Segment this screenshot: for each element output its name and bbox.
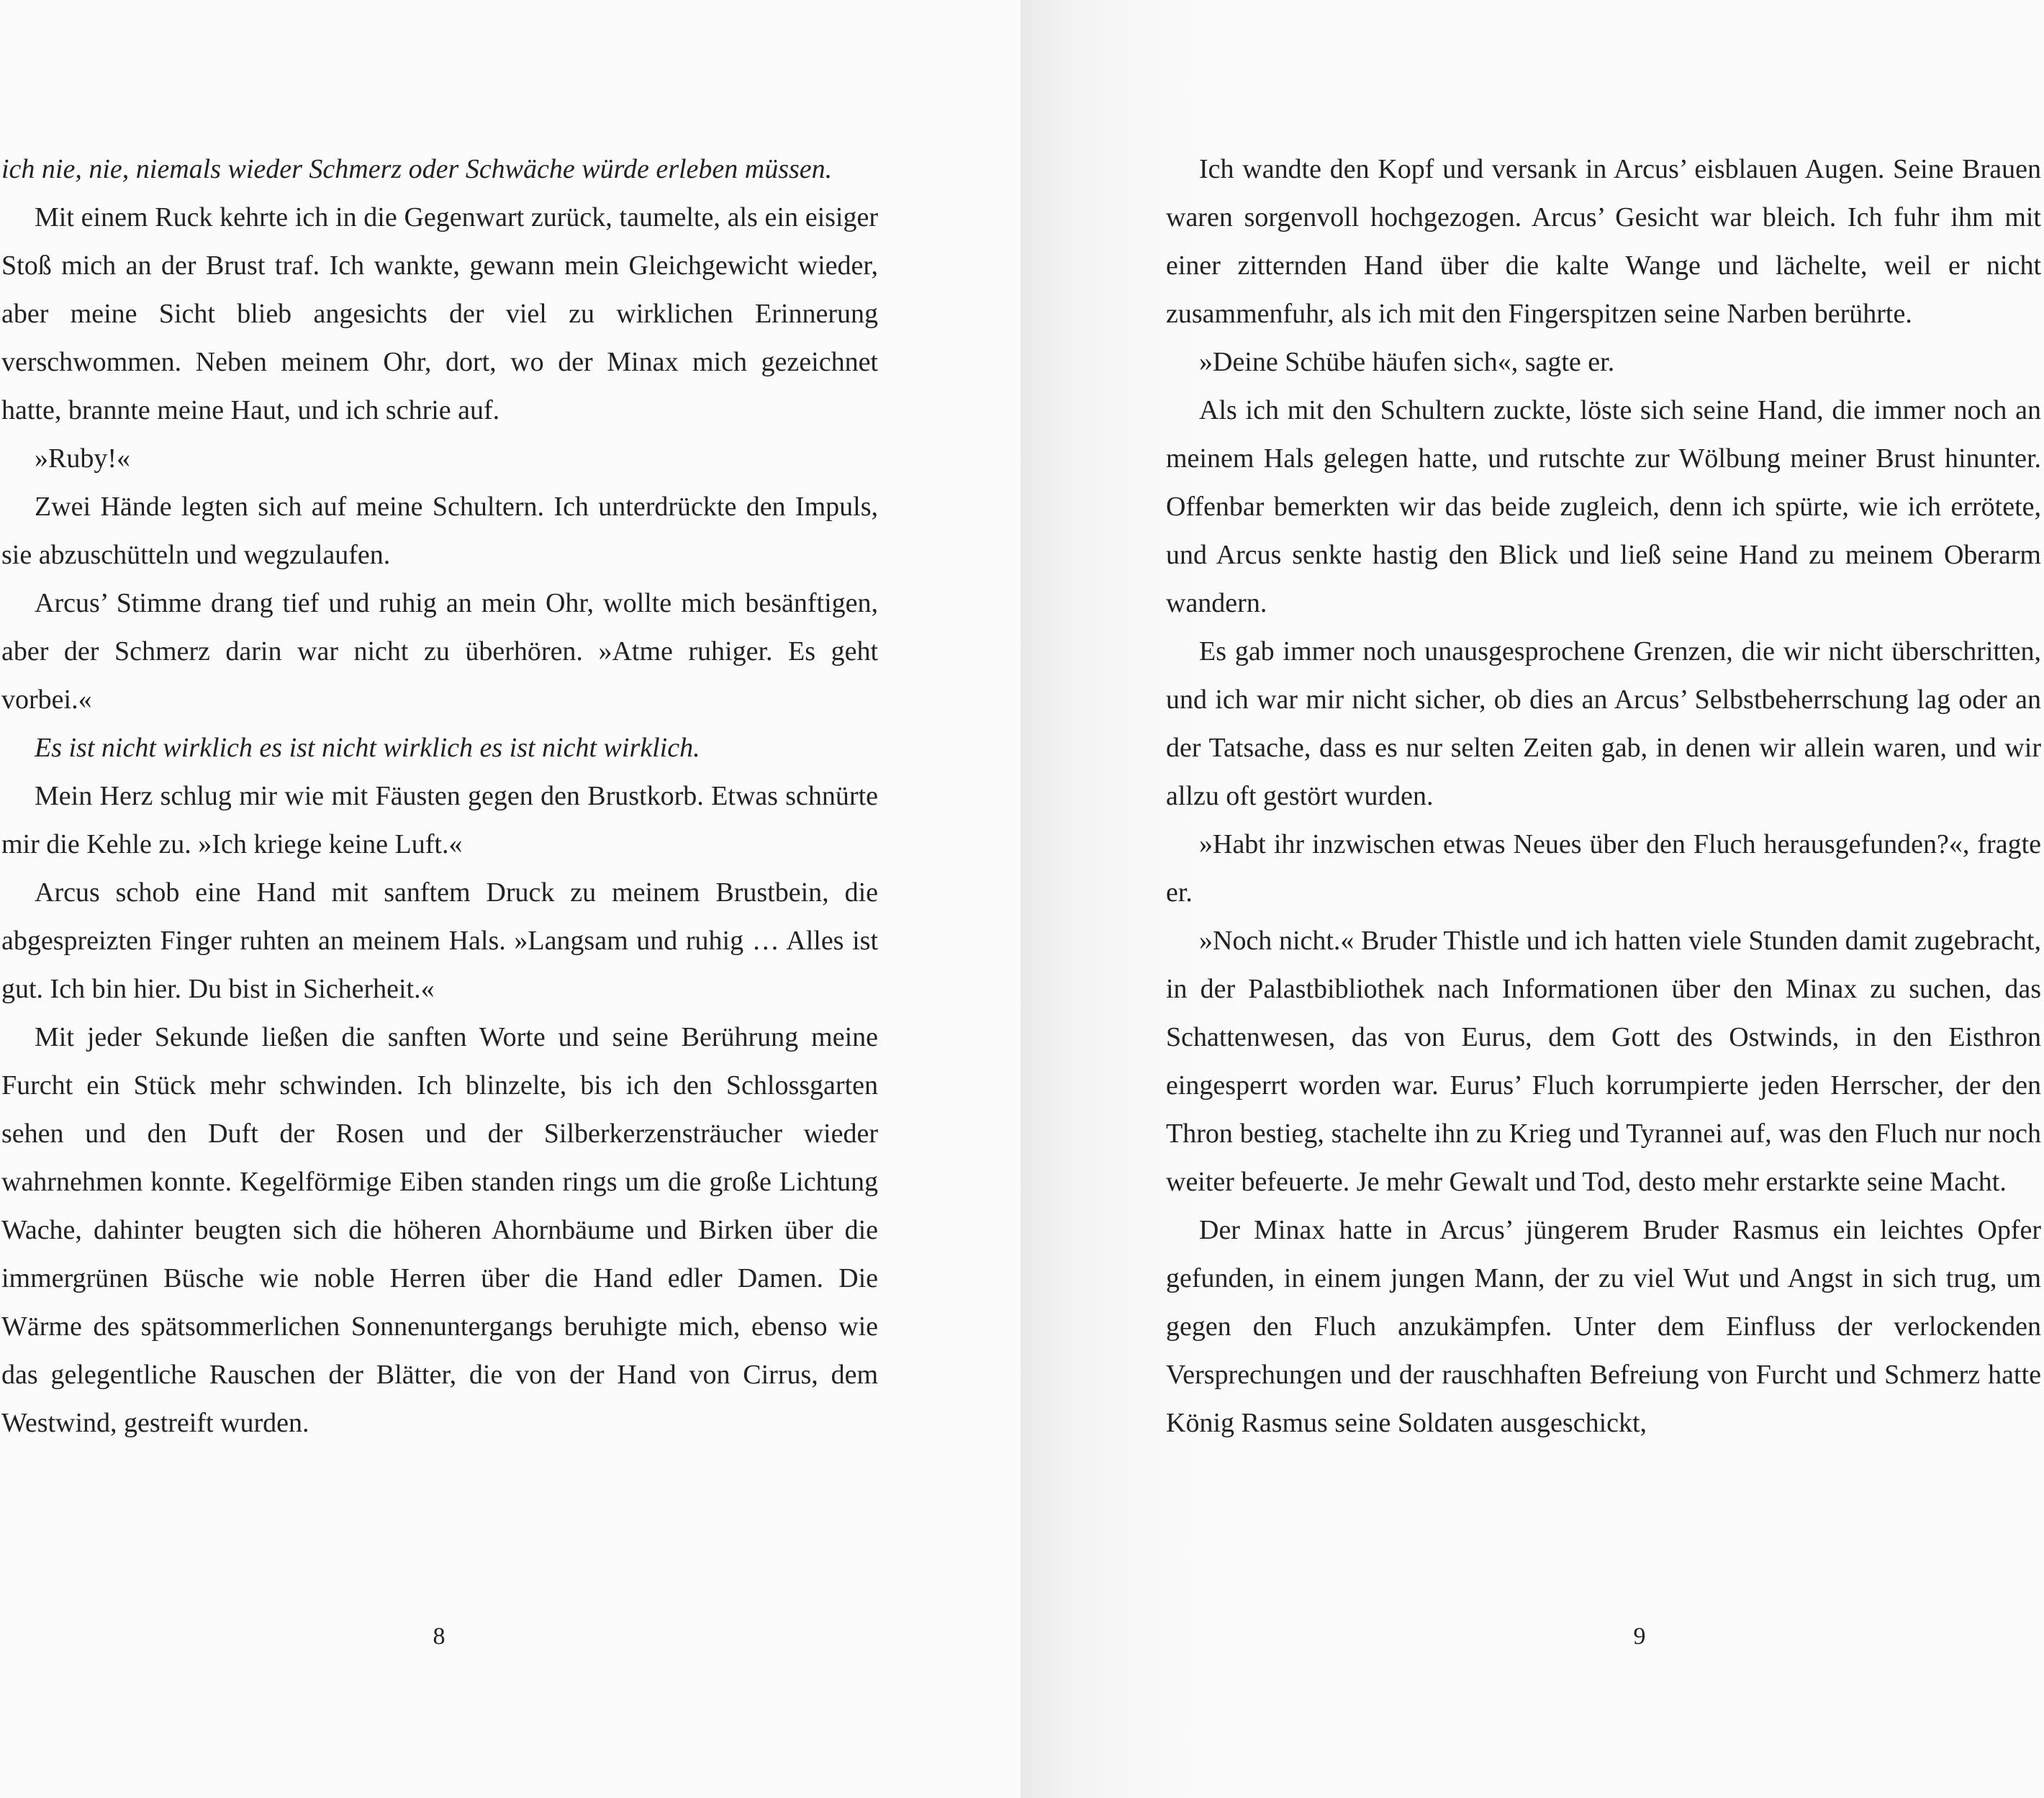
left-page-text bbox=[1, 145, 878, 1447]
paragraph: Es gab immer noch unausgesprochene Grenzen, die wir nicht überschritten, und ich war mir nicht sicher, ob dies an Arcus’ Selbstbeherrschung lag oder an der Tatsache, dass es nur selten Zeiten gab, in denen wir allein waren, und wir allzu oft gestört wurden. bbox=[1166, 636, 2041, 811]
page-number: 8 bbox=[433, 1623, 446, 1650]
paragraph: Mit einem Ruck kehrte ich in die Gegenwart zurück, taumelte, als ein eisiger Stoß mich an der Brust traf. Ich wankte, gewann mein Gleichgewicht wieder, aber meine Sicht blieb angesichts der viel zu wirklichen Erinnerung verschwommen. Neben meinem Ohr, dort, wo der Minax mich gezeichnet hatte, brannte meine Haut, und ich schrie auf. bbox=[1, 202, 878, 425]
paragraph: Der Minax hatte in Arcus’ jüngerem Bruder Rasmus ein leichtes Opfer gefunden, in einem jungen Mann, der zu viel Wut und Angst in sich trug, um gegen den Fluch anzukämpfen. Unter dem Einfluss der verlockenden Versprechungen und der rauschhaften Befreiung von Furcht und Schmerz hatte König Rasmus seine Soldaten ausgeschickt, bbox=[1166, 1215, 2041, 1438]
paragraph: Als ich mit den Schultern zuckte, löste sich seine Hand, die immer noch an meinem Hals gelegen hatte, und rutschte zur Wölbung meiner Brust hinunter. Offenbar bemerkten wir das beide zugleich, denn ich spürte, wie ich errötete, und Arcus senkte hastig den Blick und ließ seine Hand zu meinem Oberarm wandern. bbox=[1166, 395, 2041, 618]
paragraph: ich nie, nie, niemals wieder Schmerz oder Schwäche würde erleben müssen. bbox=[1, 154, 833, 184]
paragraph: »Habt ihr inzwischen etwas Neues über den Fluch herausgefunden?«, fragte er. bbox=[1166, 829, 2041, 908]
right-page bbox=[1021, 0, 2044, 1798]
paragraph: »Deine Schübe häufen sich«, sagte er. bbox=[1199, 347, 1615, 377]
paragraph: »Ruby!« bbox=[35, 443, 130, 474]
paragraph: Mit jeder Sekunde ließen die sanften Worte und seine Berührung meine Furcht ein Stück mehr schwinden. Ich blinzelte, bis ich den Schlossgarten sehen und den Duft der Rosen und der Silberkerzensträucher wieder wahrnehmen konnte. Kegelförmige Eiben standen rings um die große Lichtung Wache, dahinter beugten sich die höheren Ahornbäume und Birken über die immergrünen Büsche wie noble Herren über die Hand edler Damen. Die Wärme des spätsommerlichen Sonnenuntergangs beruhigte mich, ebenso wie das gelegentliche Rauschen der Blätter, die von der Hand von Cirrus, dem Westwind, gestreift wurden. bbox=[1, 1022, 878, 1438]
right-page-text bbox=[1166, 145, 2041, 1447]
paragraph: Mein Herz schlug mir wie mit Fäusten gegen den Brustkorb. Etwas schnürte mir die Kehle zu. »Ich kriege keine Luft.« bbox=[1, 781, 878, 859]
left-page bbox=[0, 0, 1021, 1798]
paragraph: Es ist nicht wirklich es ist nicht wirklich es ist nicht wirklich. bbox=[35, 733, 700, 763]
paragraph: Arcus’ Stimme drang tief und ruhig an mein Ohr, wollte mich besänftigen, aber der Schmerz darin war nicht zu überhören. »Atme ruhiger. Es geht vorbei.« bbox=[1, 588, 878, 715]
page-number: 9 bbox=[1633, 1623, 1646, 1650]
paragraph: Zwei Hände legten sich auf meine Schultern. Ich unterdrückte den Impuls, sie abzuschütteln und wegzulaufen. bbox=[1, 492, 878, 570]
paragraph: Ich wandte den Kopf und versank in Arcus’ eisblauen Augen. Seine Brauen waren sorgenvoll hochgezogen. Arcus’ Gesicht war bleich. Ich fuhr ihm mit einer zitternden Hand über die kalte Wange und lächelte, weil er nicht zusammenfuhr, als ich mit den Fingerspitzen seine Narben berührte. bbox=[1166, 154, 2041, 329]
paragraph: Arcus schob eine Hand mit sanftem Druck zu meinem Brustbein, die abgespreizten Finger ruhten an meinem Hals. »Langsam und ruhig … Alles ist gut. Ich bin hier. Du bist in Sicherheit.« bbox=[1, 877, 878, 1004]
paragraph: »Noch nicht.« Bruder Thistle und ich hatten viele Stunden damit zugebracht, in der Palastbibliothek nach Informationen über den Minax zu suchen, das Schattenwesen, das von Eurus, dem Gott des Ostwinds, in den Eisthron eingesperrt worden war. Eurus’ Fluch korrumpierte jeden Herrscher, der den Thron bestieg, stachelte ihn zu Krieg und Tyrannei auf, was den Fluch nur noch weiter befeuerte. Je mehr Gewalt und Tod, desto mehr erstarkte seine Macht. bbox=[1166, 926, 2041, 1197]
